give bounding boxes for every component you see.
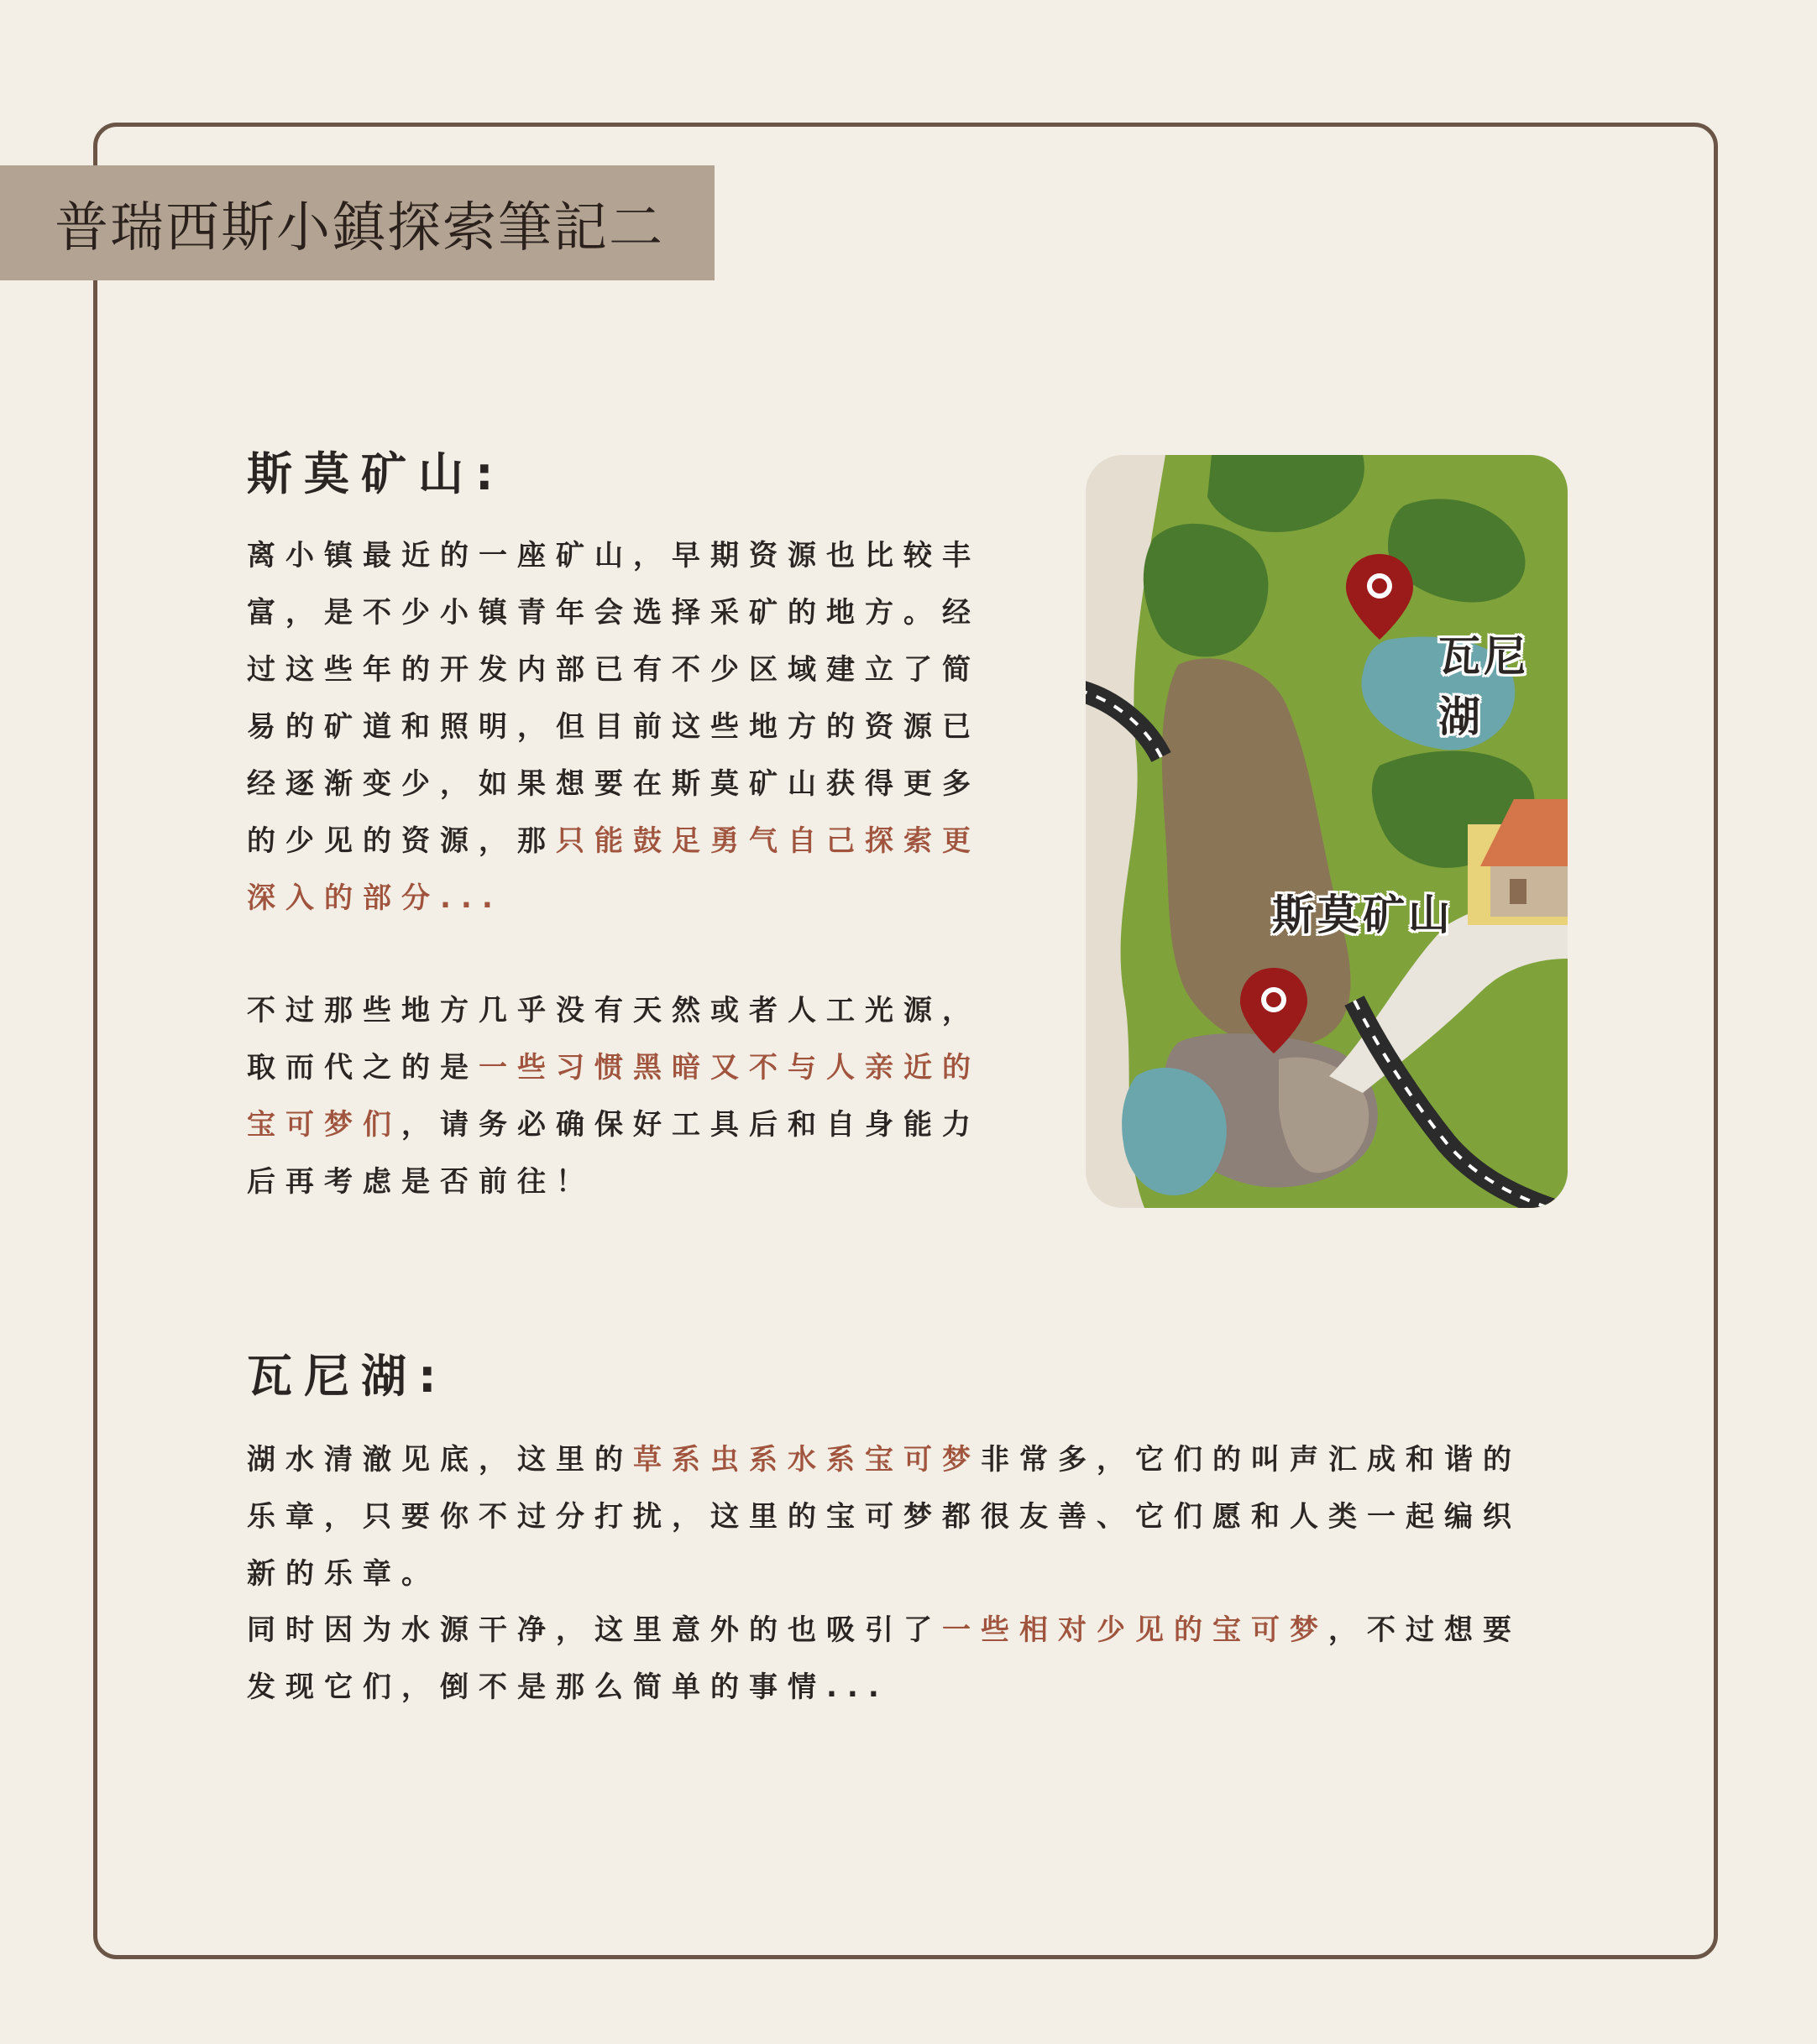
mine-paragraph-1 bbox=[247, 527, 1003, 927]
map-label-mine: 斯莫矿山 bbox=[1272, 891, 1453, 939]
page-title: 普瑞西斯小鎮探索筆記二 bbox=[55, 196, 664, 259]
mine-paragraph-2 bbox=[247, 982, 1003, 1210]
mine-paragraph-2-text-a: 不过那些地方几乎没有天然或者人工光源，取而代之的是 bbox=[247, 994, 981, 1085]
mine-paragraph-2-text-b: ，请务必确保好工具后和自身能力后再考虑是否前往！ bbox=[247, 1108, 981, 1199]
map-illustration bbox=[1086, 455, 1568, 1208]
lake-paragraph-2-text-a: 同时因为水源干净，这里意外的也吸引了 bbox=[247, 1613, 942, 1647]
house-door bbox=[1510, 879, 1526, 904]
area-map bbox=[1086, 455, 1568, 1208]
lake-paragraph-1 bbox=[247, 1431, 1540, 1602]
section-heading-mine: 斯莫矿山: bbox=[247, 447, 505, 500]
mine-paragraph-1-highlight: 只能鼓足勇气自己探索更深入的部分... bbox=[247, 824, 981, 915]
title-band bbox=[0, 165, 715, 280]
lake-paragraph-2 bbox=[247, 1602, 1540, 1716]
lake-paragraph-2-highlight: 一些相对少见的宝可梦 bbox=[942, 1613, 1328, 1647]
lake-paragraph-2-text-b: ，不过想要发现它们，倒不是那么简单的事情... bbox=[247, 1613, 1521, 1704]
map-label-lake: 瓦尼湖 bbox=[1438, 632, 1529, 741]
house-wall bbox=[1490, 866, 1568, 917]
mine-paragraph-2-highlight: 一些习惯黑暗又不与人亲近的宝可梦们 bbox=[247, 1051, 981, 1142]
section-heading-lake: 瓦尼湖: bbox=[247, 1350, 448, 1403]
lake-paragraph-1-highlight: 草系虫系水系宝可梦 bbox=[633, 1443, 981, 1477]
lake-paragraph-1-text-a: 湖水清澈见底，这里的 bbox=[247, 1443, 633, 1477]
mine-paragraph-1-text: 离小镇最近的一座矿山，早期资源也比较丰富，是不少小镇青年会选择采矿的地方。经过这些年的开发内部已有不少区域建立了简易的矿道和照明，但目前这些地方的资源已经逐渐变少，如果想要在斯莫矿山获得更多的少见的资源，那 bbox=[247, 539, 981, 858]
lake-paragraph-1-text-b: 非常多，它们的叫声汇成和谐的乐章，只要你不过分打扰，这里的宝可梦都很友善、它们愿和人类一起编织新的乐章。 bbox=[247, 1443, 1521, 1591]
